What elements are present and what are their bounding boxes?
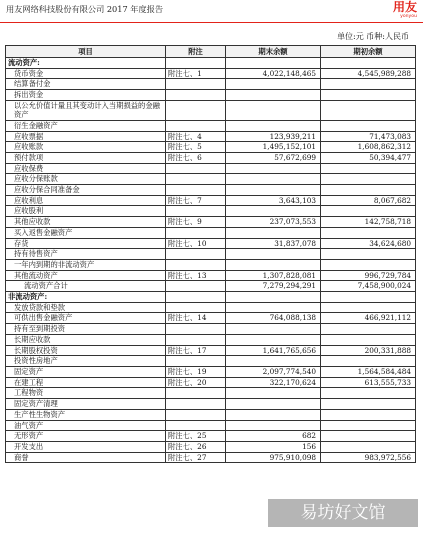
row-begin-balance: 1,608,862,312 [321, 142, 416, 153]
table-row [6, 68, 416, 79]
table-row [6, 356, 416, 367]
table-row [6, 227, 416, 238]
row-note: 附注七、7 [166, 195, 226, 206]
row-end-balance [226, 249, 321, 260]
row-item-label: 应收账款 [6, 142, 166, 153]
table-row [6, 270, 416, 281]
header-divider [0, 22, 423, 23]
row-end-balance: 975,910,098 [226, 452, 321, 463]
row-note [166, 58, 226, 69]
row-item-label: 油气资产 [6, 420, 166, 431]
row-begin-balance [321, 100, 416, 120]
row-begin-balance [321, 399, 416, 410]
row-end-balance: 3,643,103 [226, 195, 321, 206]
row-begin-balance [321, 120, 416, 131]
row-item-label: 在建工程 [6, 377, 166, 388]
row-item-label: 固定资产清理 [6, 399, 166, 410]
row-end-balance [226, 356, 321, 367]
table-row [6, 217, 416, 228]
table-row [6, 452, 416, 463]
table-row [6, 79, 416, 90]
row-item-label: 长期应收款 [6, 334, 166, 345]
row-item-label: 货币资金 [6, 68, 166, 79]
report-title: 用友网络科技股份有限公司 2017 年度报告 [6, 4, 164, 14]
row-note: 附注七、13 [166, 270, 226, 281]
row-begin-balance [321, 58, 416, 69]
row-item-label: 持有待售资产 [6, 249, 166, 260]
row-begin-balance: 466,921,112 [321, 313, 416, 324]
row-note [166, 163, 226, 174]
row-end-balance [226, 388, 321, 399]
row-item-label: 开发支出 [6, 441, 166, 452]
table-row [6, 345, 416, 356]
table-row [6, 292, 416, 303]
row-item-label: 生产性生物资产 [6, 409, 166, 420]
table-row [6, 195, 416, 206]
row-end-balance: 764,088,138 [226, 313, 321, 324]
row-item-label: 其他应收款 [6, 217, 166, 228]
row-item-label: 存货 [6, 238, 166, 249]
table-row [6, 120, 416, 131]
row-item-label: 预付款项 [6, 152, 166, 163]
row-item-label: 拆出资金 [6, 90, 166, 101]
row-note: 附注七、4 [166, 131, 226, 142]
row-begin-balance [321, 420, 416, 431]
row-begin-balance [321, 227, 416, 238]
row-note [166, 409, 226, 420]
table-row [6, 334, 416, 345]
column-header-begin-balance: 期初余额 [321, 46, 416, 58]
row-note: 附注七、14 [166, 313, 226, 324]
row-note: 附注七、27 [166, 452, 226, 463]
logo-subtext: yonyou [400, 14, 417, 19]
row-note [166, 292, 226, 303]
row-note [166, 79, 226, 90]
row-item-label: 应收利息 [6, 195, 166, 206]
row-note [166, 206, 226, 217]
row-end-balance: 31,837,078 [226, 238, 321, 249]
row-note: 附注七、20 [166, 377, 226, 388]
row-end-balance: 682 [226, 431, 321, 442]
row-item-label: 持有至到期投资 [6, 324, 166, 335]
row-begin-balance: 200,331,888 [321, 345, 416, 356]
row-item-label: 应收分保合同准备金 [6, 185, 166, 196]
row-begin-balance: 34,624,680 [321, 238, 416, 249]
column-header-item: 项目 [6, 46, 166, 58]
row-begin-balance: 142,758,718 [321, 217, 416, 228]
table-row [6, 441, 416, 452]
row-note: 附注七、19 [166, 366, 226, 377]
table-row [6, 420, 416, 431]
row-end-balance [226, 399, 321, 410]
table-row [6, 163, 416, 174]
row-end-balance [226, 292, 321, 303]
table-row [6, 259, 416, 270]
row-note: 附注七、9 [166, 217, 226, 228]
row-begin-balance [321, 334, 416, 345]
row-begin-balance: 4,545,989,288 [321, 68, 416, 79]
row-note [166, 399, 226, 410]
row-note [166, 324, 226, 335]
row-end-balance: 4,022,148,465 [226, 68, 321, 79]
row-begin-balance [321, 206, 416, 217]
row-note [166, 120, 226, 131]
row-end-balance [226, 420, 321, 431]
row-end-balance [226, 324, 321, 335]
table-row [6, 302, 416, 313]
row-item-label: 可供出售金融资产 [6, 313, 166, 324]
row-note [166, 420, 226, 431]
row-note: 附注七、5 [166, 142, 226, 153]
column-header-note: 附注 [166, 46, 226, 58]
row-note: 附注七、25 [166, 431, 226, 442]
row-item-label: 无形资产 [6, 431, 166, 442]
row-begin-balance [321, 174, 416, 185]
row-item-label: 投资性房地产 [6, 356, 166, 367]
row-begin-balance [321, 431, 416, 442]
row-begin-balance [321, 356, 416, 367]
row-end-balance: 1,641,765,656 [226, 345, 321, 356]
logo-text: 用友 [392, 0, 417, 14]
yonyou-logo [377, 1, 417, 21]
row-item-label: 流动资产合计 [6, 281, 166, 292]
balance-sheet-table [5, 45, 416, 463]
row-note [166, 259, 226, 270]
table-row [6, 399, 416, 410]
row-item-label: 一年内到期的非流动资产 [6, 259, 166, 270]
row-begin-balance [321, 185, 416, 196]
row-end-balance [226, 227, 321, 238]
row-item-label: 商誉 [6, 452, 166, 463]
row-begin-balance: 8,067,682 [321, 195, 416, 206]
row-begin-balance [321, 249, 416, 260]
row-end-balance: 156 [226, 441, 321, 452]
row-note [166, 302, 226, 313]
currency-unit-line: 单位:元 币种:人民币 [337, 32, 409, 41]
table-row [6, 152, 416, 163]
row-begin-balance [321, 163, 416, 174]
row-begin-balance [321, 259, 416, 270]
row-note [166, 185, 226, 196]
row-end-balance [226, 79, 321, 90]
row-end-balance [226, 302, 321, 313]
table-row [6, 238, 416, 249]
row-note: 附注七、26 [166, 441, 226, 452]
row-end-balance [226, 58, 321, 69]
row-note: 附注七、17 [166, 345, 226, 356]
row-note [166, 249, 226, 260]
column-header-end-balance: 期末余额 [226, 46, 321, 58]
watermark: 易坊好文馆 [268, 499, 418, 527]
row-end-balance: 57,672,699 [226, 152, 321, 163]
table-header-row [6, 46, 416, 58]
row-note [166, 334, 226, 345]
table-row [6, 206, 416, 217]
table-row [6, 131, 416, 142]
table-row [6, 431, 416, 442]
row-note: 附注七、6 [166, 152, 226, 163]
row-end-balance: 322,170,624 [226, 377, 321, 388]
table-row [6, 366, 416, 377]
row-end-balance: 2,097,774,540 [226, 366, 321, 377]
row-item-label: 固定资产 [6, 366, 166, 377]
row-begin-balance: 50,394,477 [321, 152, 416, 163]
table-row [6, 388, 416, 399]
row-end-balance: 237,073,553 [226, 217, 321, 228]
row-begin-balance [321, 302, 416, 313]
row-note [166, 281, 226, 292]
row-end-balance [226, 334, 321, 345]
row-end-balance [226, 163, 321, 174]
row-end-balance [226, 100, 321, 120]
table-body [6, 58, 416, 463]
row-item-label: 买入返售金融资产 [6, 227, 166, 238]
table-row [6, 90, 416, 101]
row-note [166, 227, 226, 238]
row-begin-balance [321, 90, 416, 101]
row-end-balance: 1,495,152,101 [226, 142, 321, 153]
row-item-label: 衍生金融资产 [6, 120, 166, 131]
row-begin-balance [321, 388, 416, 399]
table-row [6, 377, 416, 388]
row-note: 附注七、10 [166, 238, 226, 249]
row-end-balance: 1,307,828,081 [226, 270, 321, 281]
row-item-label: 应收分保账款 [6, 174, 166, 185]
row-begin-balance [321, 292, 416, 303]
row-begin-balance: 613,555,733 [321, 377, 416, 388]
row-begin-balance: 7,458,900,024 [321, 281, 416, 292]
table-row [6, 100, 416, 120]
row-begin-balance [321, 324, 416, 335]
row-begin-balance [321, 409, 416, 420]
table-row [6, 142, 416, 153]
row-item-label: 非流动资产: [6, 292, 166, 303]
row-end-balance: 123,939,211 [226, 131, 321, 142]
table-row [6, 185, 416, 196]
table-row [6, 249, 416, 260]
row-begin-balance: 983,972,556 [321, 452, 416, 463]
row-item-label: 结算备付金 [6, 79, 166, 90]
row-item-label: 应收保费 [6, 163, 166, 174]
table-row [6, 174, 416, 185]
row-end-balance [226, 185, 321, 196]
row-end-balance: 7,279,294,291 [226, 281, 321, 292]
row-end-balance [226, 90, 321, 101]
row-item-label: 应收票据 [6, 131, 166, 142]
row-begin-balance: 1,564,584,484 [321, 366, 416, 377]
row-item-label: 流动资产: [6, 58, 166, 69]
row-begin-balance: 71,473,083 [321, 131, 416, 142]
row-end-balance [226, 409, 321, 420]
report-header [0, 0, 423, 24]
row-item-label: 长期股权投资 [6, 345, 166, 356]
row-note [166, 174, 226, 185]
table-row [6, 313, 416, 324]
table-row [6, 324, 416, 335]
row-note [166, 100, 226, 120]
row-begin-balance [321, 441, 416, 452]
row-note [166, 90, 226, 101]
row-note: 附注七、1 [166, 68, 226, 79]
row-end-balance [226, 174, 321, 185]
row-end-balance [226, 206, 321, 217]
row-item-label: 应收股利 [6, 206, 166, 217]
row-note [166, 388, 226, 399]
table-row [6, 58, 416, 69]
row-item-label: 工程物资 [6, 388, 166, 399]
table-row [6, 409, 416, 420]
row-item-label: 其他流动资产 [6, 270, 166, 281]
table-row [6, 281, 416, 292]
row-end-balance [226, 259, 321, 270]
row-begin-balance [321, 79, 416, 90]
row-item-label: 以公允价值计量且其变动计入当期损益的金融资产 [6, 100, 166, 120]
row-item-label: 发放贷款和垫款 [6, 302, 166, 313]
row-begin-balance: 996,729,784 [321, 270, 416, 281]
row-end-balance [226, 120, 321, 131]
row-note [166, 356, 226, 367]
